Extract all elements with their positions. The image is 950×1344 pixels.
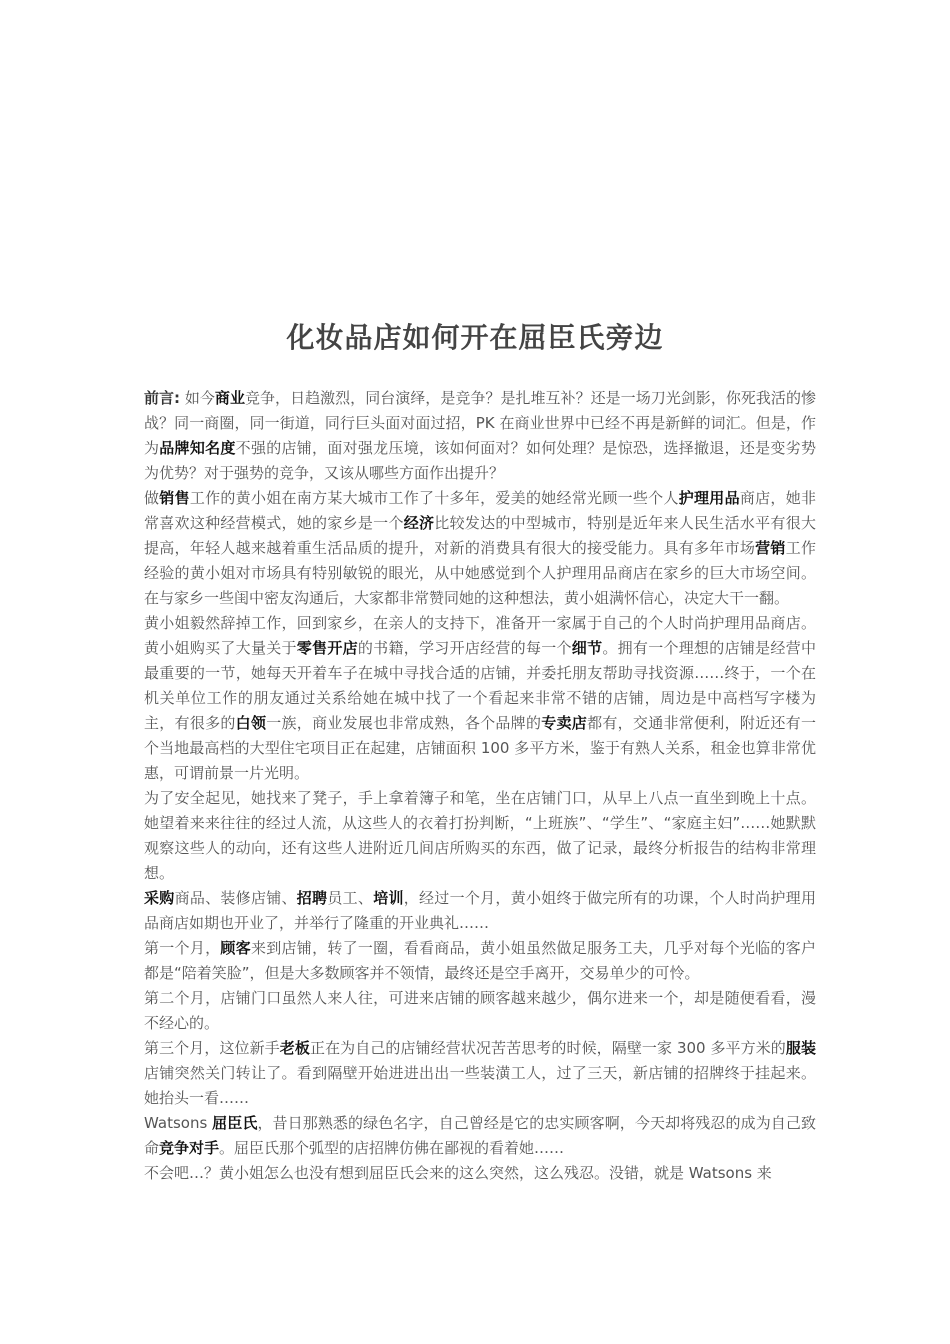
text-run: 第三个月，这位新手 [144,1039,280,1057]
text-run: 做 [144,489,160,507]
text-run: 商品、装修店铺、 [174,889,297,907]
keyword-link: 白领 [235,714,267,732]
keyword-link: 经济 [403,514,435,532]
keyword-link: 商业 [214,389,245,407]
keyword-link: 采购 [144,889,175,907]
text-run: 。拥有一个理想的店铺是经营中最重要的一节，她每天开着车子在城中寻找合适的店铺，并委托朋友帮助寻找资源……终于，一个在机关单位工作的朋友通过关系给她在城中找了一个看起来非常不错的店铺，周边是中高档写字楼为主，有很多的 [144,639,816,732]
text-run: 员工、 [327,889,374,907]
keyword-link: 服装 [785,1039,816,1057]
text-run: 商店，她非常喜欢这种经营模式，她的家乡是一个 [144,489,816,532]
document-title: 化妆品店如何开在屈臣氏旁边 [286,321,664,354]
keyword-link: 护理用品 [678,489,740,507]
text-run: 不会吧…？黄小姐怎么也没有想到屈臣氏会来的这么突然，这么残忍。没错，就是 Watsons 来 [144,1164,772,1182]
text-run: 黄小姐毅然辞掉工作，回到家乡，在亲人的支持下，准备开一家属于自己的个人时尚护理用品商店。黄小姐购买了大量关于 [144,614,816,657]
text-run: 都有，交通非常便利，附近还有一个当地最高档的大型住宅项目正在起建，店铺面积 100 多平方米，鉴于有熟人关系，租金也算非常优惠，可谓前景一片光明。 [144,714,816,782]
keyword-link: 顾客 [220,939,251,957]
text-run: 第一个月， [144,939,221,957]
paragraph [144,486,816,611]
text-run: 第二个月，店铺门口虽然人来人往，可进来店铺的顾客越来越少，偶尔进来一个，却是随便看看，漫不经心的。 [144,989,816,1032]
text-run: 不强的店铺，面对强龙压境，该如何面对？如何处理？是惊恐，选择撤退，还是变劣势为优势？对于强势的竞争，又该从哪些方面作出提升？ [144,439,816,482]
preface-label: 前言: [144,389,181,407]
paragraph [144,936,816,986]
text-run: 正在为自己的店铺经营状况苦苦思考的时候，隔壁一家 300 多平方米的 [309,1039,786,1057]
text-run: 。屈臣氏那个弧型的店招牌仿佛在鄙视的看着她…… [219,1139,565,1157]
text-run: 来到店铺，转了一圈，看看商品，黄小姐虽然做足服务工夫，几乎对每个光临的客户都是“陪着笑脸”，但是大多数顾客并不领情，最终还是空手离开，交易单少的可怜。 [144,939,816,982]
keyword-link: 竞争对手 [159,1139,220,1157]
keyword-link: 屈臣氏 [212,1114,258,1132]
keyword-link: 品牌知名度 [159,439,236,457]
text-run: 工作的黄小姐在南方某大城市工作了十多年，爱美的她经常光顾一些个人 [189,489,679,507]
paragraph [144,786,816,886]
text-run: 工作经验的黄小姐对市场具有特别敏锐的眼光，从中她感觉到个人护理用品商店在家乡的巨大市场空间。在与家乡一些闺中密友沟通后，大家都非常赞同她的这种想法，黄小姐满怀信心，决定大干一翻。 [144,539,816,607]
paragraph [144,1111,816,1161]
paragraph [144,611,816,786]
text-run: 如今 [180,389,215,407]
keyword-link: 销售 [159,489,190,507]
text-run: 一族，商业发展也非常成熟，各个品牌的 [266,714,542,732]
paragraph [144,886,816,936]
keyword-link: 营销 [755,539,786,557]
keyword-link: 细节 [571,639,603,657]
paragraph [144,1036,816,1111]
paragraph [144,386,816,486]
paragraph [144,986,816,1036]
text-run: 比较发达的中型城市，特别是近年来人民生活水平有很大提高，年轻人越来越着重生活品质的提升，对新的消费具有很大的接受能力。具有多年市场 [144,514,816,557]
keyword-link: 招聘 [296,889,328,907]
keyword-link: 培训 [373,889,404,907]
text-run: Watsons [144,1114,213,1132]
keyword-link: 零售开店 [296,639,358,657]
text-run: 店铺突然关门转让了。看到隔壁开始进进出出一些装潢工人，过了三天，新店铺的招牌终于挂起来。她抬头一看…… [144,1064,816,1107]
keyword-link: 老板 [279,1039,310,1057]
article-body [144,386,816,1186]
text-run: ，经过一个月，黄小姐终于做完所有的功课，个人时尚护理用品商店如期也开业了，并举行了隆重的开业典礼…… [144,889,816,932]
text-run: 为了安全起见，她找来了凳子，手上拿着簿子和笔，坐在店铺门口，从早上八点一直坐到晚上十点。她望着来来往往的经过人流，从这些人的衣着打扮判断，“上班族”、“学生”、“家庭主妇”……她默默观察这些人的动向，还有这些人进附近几间店所购买的东西，做了记录，最终分析报告的结构非常理想。 [144,789,816,882]
text-run: 竞争，日趋激烈，同台演绎，是竞争？是扎堆互补？还是一场刀光剑影，你死我活的惨战？同一商圈，同一街道，同行巨头面对面过招，PK 在商业世界中已经不再是新鲜的词汇。但是，作为 [144,389,816,457]
text-run: 的书籍，学习开店经营的每一个 [357,639,572,657]
keyword-link: 专卖店 [541,714,588,732]
paragraph [144,1161,816,1186]
text-run: ，昔日那熟悉的绿色名字，自己曾经是它的忠实顾客啊，今天却将残忍的成为自己致命 [144,1114,816,1157]
